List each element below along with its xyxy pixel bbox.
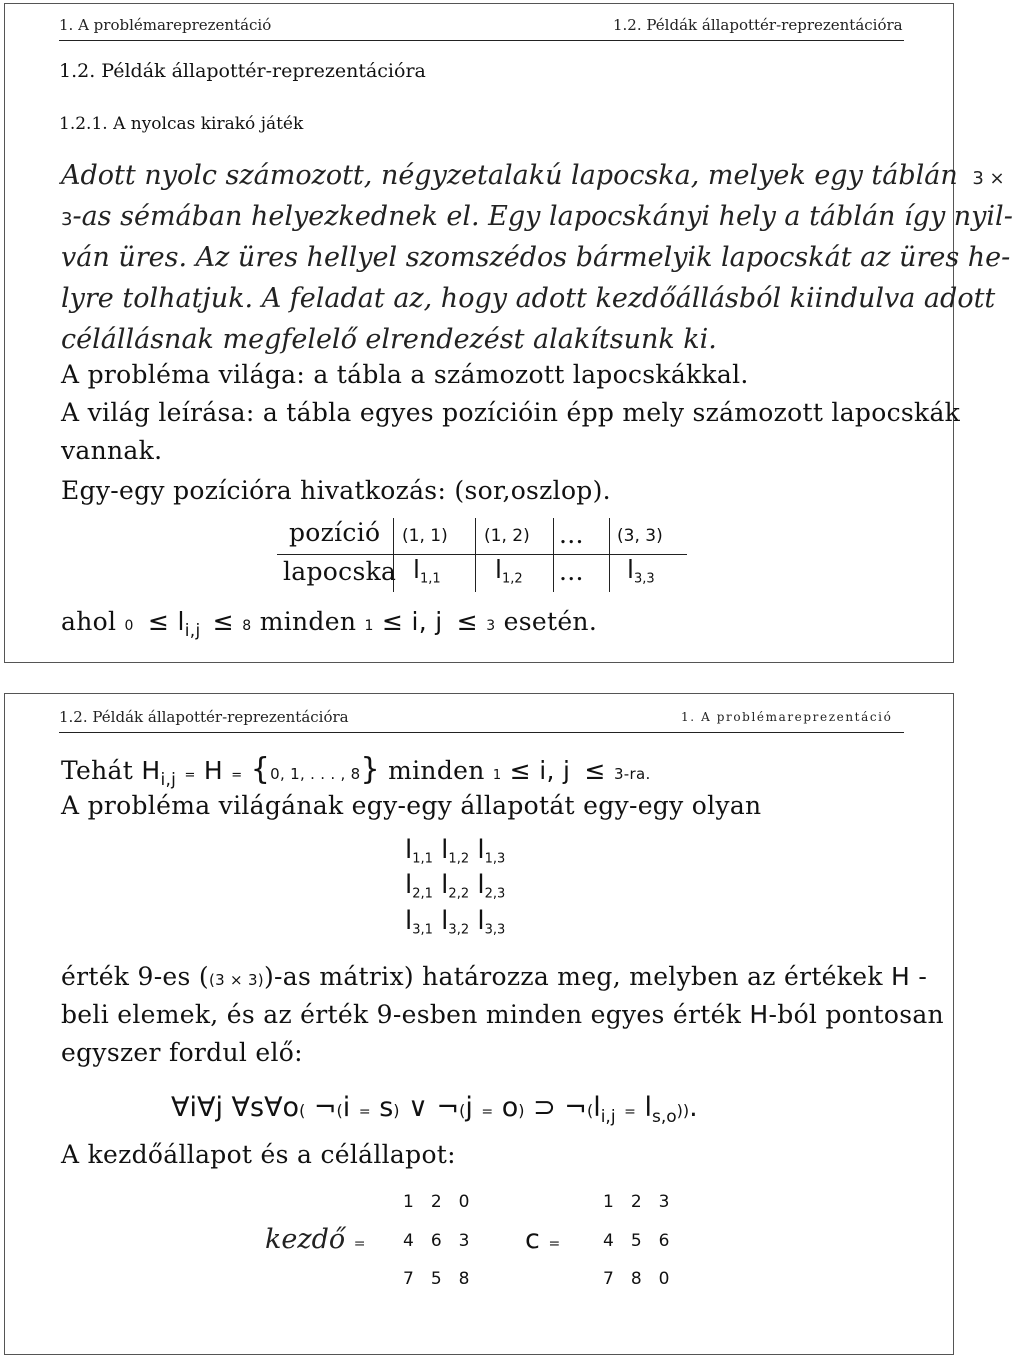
c-label: c = (525, 1224, 561, 1255)
text-line-3: vannak. (61, 436, 163, 465)
header-left: 1. A problémareprezentáció (59, 16, 272, 34)
text-line: A probléma világának egy-egy állapotát egy-egy olyan (61, 791, 762, 820)
para-line-2: beli elemek, és az érték 9-esben minden egyes érték H-ból pontosan (61, 1000, 944, 1029)
table-cell: ... (559, 557, 584, 586)
matrix-row-3: $l_{3,1}$ $l_{3,2}$ $l_{3,3}$ (405, 906, 506, 938)
header-left: 1.2. Példák állapottér-reprezentációra (59, 708, 349, 726)
table-vline (553, 518, 554, 592)
start-row: 463 (403, 1231, 487, 1251)
header-right: 1. A problémareprezentáció (681, 710, 893, 724)
matrix-row-2: $l_{2,1}$ $l_{2,2}$ $l_{2,3}$ (405, 870, 506, 902)
goal-row: 456 (603, 1231, 687, 1251)
table-cell: ... (559, 520, 584, 549)
tehat-line: Tehát $H_{i,j} = H = \{0$, 1, . . . , 8} minden 1 ≤ i, j ≤ 3-ra. (61, 752, 651, 790)
text-line-1: A probléma világa: a tábla a számozott lapocskákkal. (61, 360, 749, 389)
italic-line-4: lyre tolhatjuk. A feladat az, hogy adott kezdőállásból kiindulva adott (61, 283, 996, 314)
table-vline (475, 518, 476, 592)
ahol-line: ahol $0 \le l_{i,j} \le 8$ minden 1 ≤ i, j ≤ 3 esetén. (61, 607, 598, 641)
start-row: 120 (403, 1192, 487, 1212)
header-right: 1.2. Példák állapottér-reprezentációra (613, 16, 903, 34)
italic-line-2: 3-as sémában helyezkednek el. Egy lapocskányi hely a táblán így nyil- (61, 201, 1013, 232)
goal-row: 123 (603, 1192, 687, 1212)
text-line-4: Egy-egy pozícióra hivatkozás: (sor,oszlop). (61, 476, 611, 505)
italic-line-1: Adott nyolc számozott, négyzetalakú lapocska, melyek egy táblán 3 × (61, 160, 1005, 191)
subsection-title: 1.2.1. A nyolcas kirakó játék (59, 114, 304, 134)
table-cell: (3, 3) (617, 526, 663, 546)
header-rule (59, 40, 904, 41)
para-line-3: egyszer fordul elő: (61, 1038, 303, 1067)
kezdo-label: kezdő = (265, 1224, 366, 1255)
start-row: 758 (403, 1269, 487, 1289)
italic-line-5: célállásnak megfelelő elrendezést alakítsunk ki. (61, 324, 717, 355)
header-rule (59, 732, 904, 733)
table-rule (277, 554, 687, 555)
goal-row: 780 (603, 1269, 687, 1289)
text-line-2: A világ leírása: a tábla egyes pozícióin épp mely számozott lapocskák (61, 398, 961, 427)
para-line-1: érték 9-es ((3 × 3))-as mátrix) határozza meg, melyben az értékek H - (61, 962, 928, 991)
constraint-formula: ∀i∀j ∀s∀o( ¬(i = s) ∨ ¬(j = o) ⊃ $\neg(l_{i,j} = l_{s,o})$). (171, 1092, 698, 1127)
table-cell: $l_{1,2}$ (495, 555, 523, 587)
italic-line-3: ván üres. Az üres hellyel szomszédos bármelyik lapocskát az üres he- (61, 242, 1011, 273)
table-cell: (1, 1) (402, 526, 448, 546)
section-title: 1.2. Példák állapottér-reprezentációra (59, 60, 426, 82)
table-cell: $l_{3,3}$ (627, 555, 655, 587)
matrix-row-1: $l_{1,1}$ $l_{1,2}$ $l_{1,3}$ (405, 835, 506, 867)
table-vline (609, 518, 610, 592)
table-label-pozicio: pozíció (289, 518, 381, 547)
kezdo-line: A kezdőállapot és a célállapot: (61, 1140, 456, 1169)
slide-1 (4, 3, 1013, 663)
slide-2 (4, 693, 954, 1355)
table-cell: (1, 2) (484, 526, 530, 546)
table-label-lapocska: lapocska (283, 557, 397, 586)
table-cell: $l_{1,1}$ (413, 555, 441, 587)
